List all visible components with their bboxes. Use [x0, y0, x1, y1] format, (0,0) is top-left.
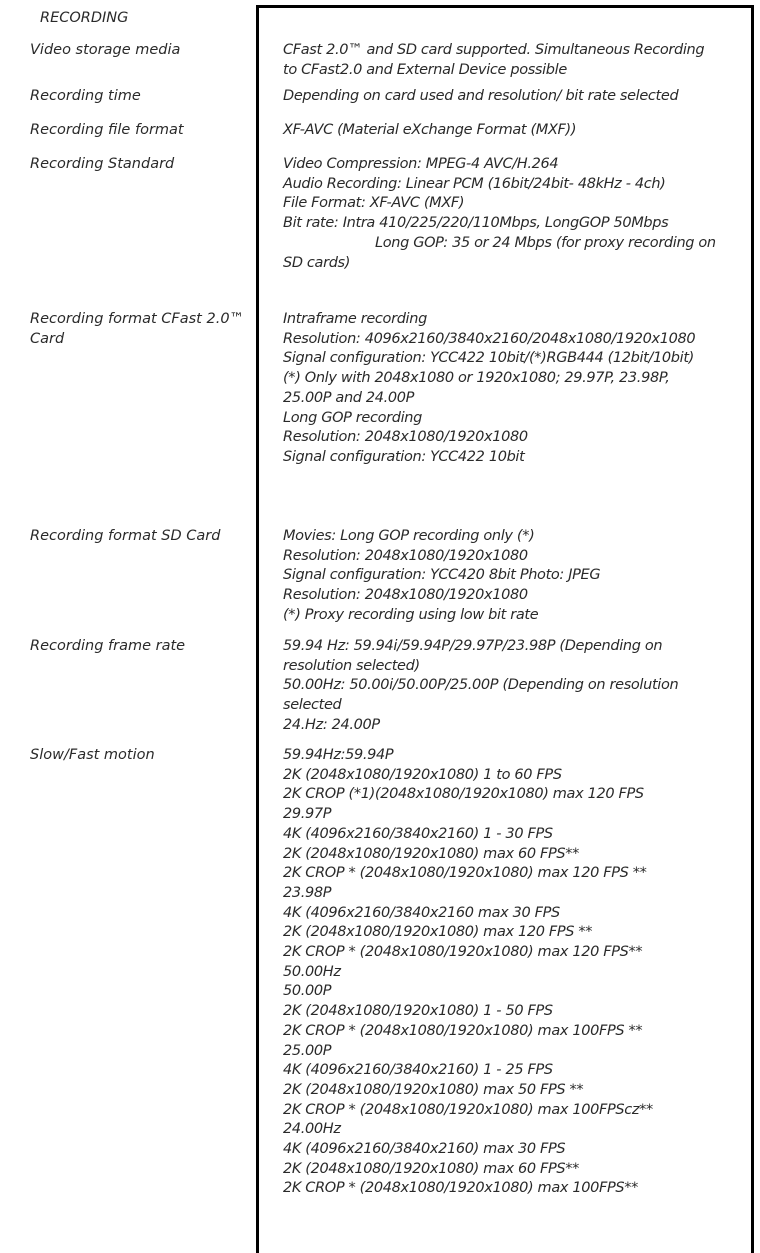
value-line: 25.00P and 24.00P	[283, 389, 415, 406]
value-line: (*) Proxy recording using low bit rate	[283, 606, 539, 623]
row-label-recording-frame-rate	[30, 637, 252, 657]
value-line: Bit rate: Intra 410/225/220/110Mbps, LongGOP 50Mbps	[283, 215, 669, 232]
value-line: Video Compression: MPEG-4 AVC/H.264	[283, 156, 559, 172]
value-line: 24.00Hz	[283, 1121, 341, 1138]
value-line: 29.97P	[283, 806, 332, 823]
value-line: 2K CROP (*1)(2048x1080/1920x1080) max 120 FPS	[283, 786, 644, 803]
value-line: 25.00P	[283, 1042, 332, 1059]
value-line: 2K CROP * (2048x1080/1920x1080) max 120 FPS**	[283, 944, 643, 961]
table-top-border	[256, 5, 754, 8]
row-label-recording-time	[30, 87, 252, 107]
value-line: 59.94 Hz: 59.94i/59.94P/29.97P/23.98P (Depending on	[283, 638, 663, 654]
value-line: Signal configuration: YCC420 8bit Photo: JPEG	[283, 567, 601, 584]
label-line: Recording format CFast 2.0™	[30, 311, 245, 327]
value-line: CFast 2.0™ and SD card supported. Simultaneous Recording	[283, 42, 705, 58]
value-line: 23.98P	[283, 884, 332, 901]
section-title: RECORDING	[40, 10, 129, 26]
value-line: 4K (4096x2160/3840x2160 max 30 FPS	[283, 904, 560, 921]
value-line: Resolution: 2048x1080/1920x1080	[283, 587, 528, 604]
row-label-video-storage-media	[30, 41, 252, 61]
value-line: Audio Recording: Linear PCM (16bit/24bit- 48kHz - 4ch)	[283, 175, 666, 192]
row-label-recording-format-sd	[30, 527, 252, 547]
value-line: Long GOP recording	[283, 409, 422, 426]
row-value-recording-format-cfast	[283, 310, 753, 468]
value-line: 2K (2048x1080/1920x1080) max 60 FPS**	[283, 845, 580, 862]
value-line: 2K CROP * (2048x1080/1920x1080) max 120 FPS **	[283, 865, 647, 882]
value-line: (*) Only with 2048x1080 or 1920x1080; 29.97P, 23.98P,	[283, 370, 670, 387]
value-line: Intraframe recording	[283, 311, 427, 327]
value-line: 50.00Hz: 50.00i/50.00P/25.00P (Depending on resolution	[283, 677, 679, 694]
column-divider	[256, 5, 259, 1253]
label-line: Recording format SD Card	[30, 528, 221, 544]
value-line: 50.00Hz	[283, 963, 341, 980]
label-line: Recording Standard	[30, 156, 175, 172]
row-value-recording-file-format	[283, 121, 753, 141]
value-line: 4K (4096x2160/3840x2160) max 30 FPS	[283, 1141, 566, 1158]
row-value-slow-fast-motion	[283, 746, 753, 1199]
value-line: Long GOP: 35 or 24 Mbps (for proxy recording on	[375, 234, 716, 251]
row-value-recording-standard	[283, 155, 753, 273]
value-line: 4K (4096x2160/3840x2160) 1 - 30 FPS	[283, 825, 553, 842]
value-line: Signal configuration: YCC422 10bit	[283, 448, 525, 465]
value-line: to CFast2.0 and External Device possible	[283, 61, 567, 78]
value-line: selected	[283, 697, 342, 714]
label-line: Recording file format	[30, 122, 184, 138]
value-line: Resolution: 2048x1080/1920x1080	[283, 547, 528, 564]
value-line: 2K CROP * (2048x1080/1920x1080) max 100FPScz**	[283, 1101, 653, 1118]
label-line: Recording frame rate	[30, 638, 186, 654]
label-line: Recording time	[30, 88, 141, 104]
value-line: 59.94Hz:59.94P	[283, 747, 394, 763]
value-line: resolution selected)	[283, 657, 420, 674]
value-line: 4K (4096x2160/3840x2160) 1 - 25 FPS	[283, 1062, 553, 1079]
value-line: Movies: Long GOP recording only (*)	[283, 528, 535, 544]
row-label-slow-fast-motion	[30, 746, 252, 766]
row-value-video-storage-media	[283, 41, 753, 80]
value-line: 2K (2048x1080/1920x1080) 1 to 60 FPS	[283, 766, 562, 783]
row-value-recording-format-sd	[283, 527, 753, 626]
value-line: 2K CROP * (2048x1080/1920x1080) max 100FPS **	[283, 1022, 643, 1039]
value-line: 2K (2048x1080/1920x1080) max 60 FPS**	[283, 1160, 580, 1177]
label-line: Slow/Fast motion	[30, 747, 155, 763]
label-line: Card	[30, 330, 65, 347]
value-line: Resolution: 4096x2160/3840x2160/2048x1080/1920x1080	[283, 330, 696, 347]
row-value-recording-time	[283, 87, 753, 107]
value-line: 2K (2048x1080/1920x1080) max 120 FPS **	[283, 924, 593, 941]
value-line: 50.00P	[283, 983, 332, 1000]
value-line: SD cards)	[283, 254, 351, 271]
row-label-recording-format-cfast	[30, 310, 252, 349]
value-line: 2K CROP * (2048x1080/1920x1080) max 100FPS**	[283, 1180, 639, 1197]
value-line: Resolution: 2048x1080/1920x1080	[283, 429, 528, 446]
value-line: 2K (2048x1080/1920x1080) max 50 FPS **	[283, 1081, 584, 1098]
value-line: File Format: XF-AVC (MXF)	[283, 195, 465, 212]
row-value-recording-frame-rate	[283, 637, 753, 736]
label-line: Video storage media	[30, 42, 181, 58]
value-line: 24.Hz: 24.00P	[283, 716, 380, 733]
value-line: 2K (2048x1080/1920x1080) 1 - 50 FPS	[283, 1003, 553, 1020]
value-line: Signal configuration: YCC422 10bit/(*)RGB444 (12bit/10bit)	[283, 350, 694, 367]
value-line: XF-AVC (Material eXchange Format (MXF))	[283, 122, 577, 138]
row-label-recording-standard	[30, 155, 252, 175]
row-label-recording-file-format	[30, 121, 252, 141]
value-line: Depending on card used and resolution/ bit rate selected	[283, 88, 679, 104]
